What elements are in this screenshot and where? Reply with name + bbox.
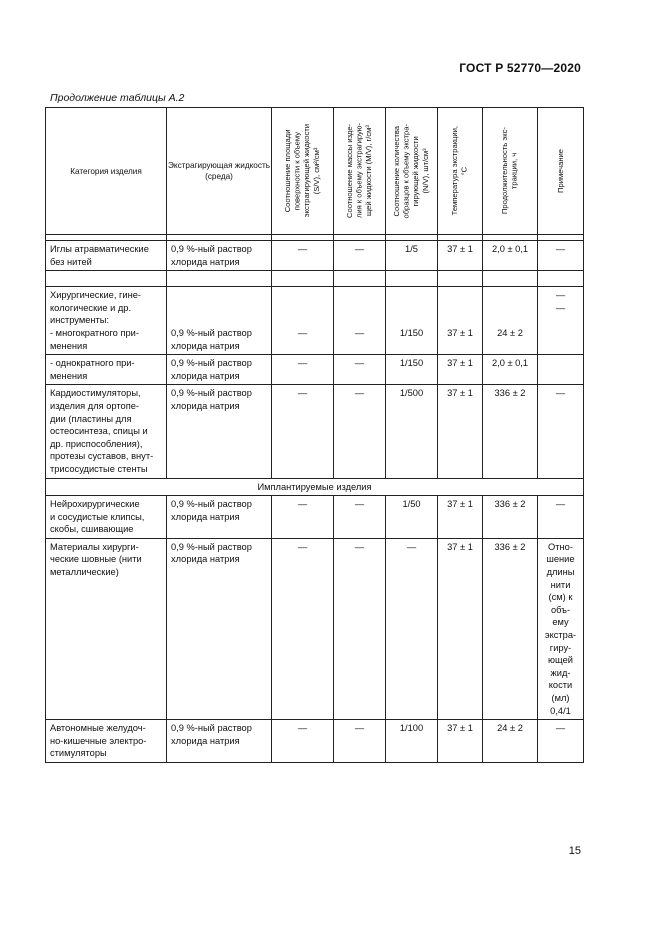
fluid-cell: 0,9 %-ный раствор хлорида натрия — [167, 241, 272, 271]
nv-cell: 1/150 — [386, 287, 438, 355]
temperature-cell: 37 ± 1 — [438, 720, 483, 763]
table-header-row — [46, 108, 584, 235]
table-row — [46, 538, 584, 719]
table-row — [46, 496, 584, 539]
header-temperature: Температура экстракции, °С — [438, 108, 483, 235]
temperature-cell: 37 ± 1 — [438, 538, 483, 719]
header-mv: Соотношение массы изде- лия к объему экстрагирую- щей жидкости (M/V), г/см³ — [334, 108, 386, 235]
note-cell: — — [538, 496, 584, 539]
category-cell: - однократного при- менения — [46, 355, 167, 385]
table-row — [46, 241, 584, 271]
mv-cell: — — [334, 496, 386, 539]
nv-cell: — — [386, 538, 438, 719]
header-fluid: Экстрагирующая жидкость (среда) — [167, 108, 272, 235]
mv-cell: — — [334, 287, 386, 355]
table-row — [46, 355, 584, 385]
fluid-cell: 0,9 %-ный раствор хлорида натрия — [167, 287, 272, 355]
note-cell: — — [538, 385, 584, 478]
temperature-cell: 37 ± 1 — [438, 385, 483, 478]
header-category: Категория изделия — [46, 108, 167, 235]
sv-cell: — — [272, 720, 334, 763]
sv-cell: — — [272, 287, 334, 355]
header-note: Примечание — [538, 108, 584, 235]
category-cell: Нейрохирургические и сосудистые клипсы, скобы, сшивающие — [46, 496, 167, 539]
note-cell: — — [538, 241, 584, 271]
note-cell — [538, 355, 584, 385]
nv-cell: 1/150 — [386, 355, 438, 385]
temperature-cell: 37 ± 1 — [438, 496, 483, 539]
temperature-cell: 37 ± 1 — [438, 287, 483, 355]
sv-cell: — — [272, 355, 334, 385]
duration-cell: 24 ± 2 — [483, 287, 538, 355]
sv-cell: — — [272, 385, 334, 478]
mv-cell: — — [334, 241, 386, 271]
header-duration: Продолжительность экс- тракции, ч — [483, 108, 538, 235]
category-cell: Хирургические, гине- кологические и др. инструменты: - многократного при- менения — [46, 287, 167, 355]
mv-cell: — — [334, 385, 386, 478]
duration-cell: 336 ± 2 — [483, 538, 538, 719]
sv-cell: — — [272, 496, 334, 539]
nv-cell: 1/50 — [386, 496, 438, 539]
temperature-cell: 37 ± 1 — [438, 355, 483, 385]
temperature-cell: 37 ± 1 — [438, 241, 483, 271]
note-cell: — — [538, 720, 584, 763]
nv-cell: 1/5 — [386, 241, 438, 271]
header-nv: Соотношение количества образцов к объему экстра- гирующей жидкости (N/V), шт/см³ — [386, 108, 438, 235]
fluid-cell: 0,9 %-ный раствор хлорида натрия — [167, 720, 272, 763]
mv-cell: — — [334, 355, 386, 385]
nv-cell: 1/500 — [386, 385, 438, 478]
page-number: 15 — [568, 845, 581, 857]
category-cell: Материалы хирурги- ческие шовные (нити металлические) — [46, 538, 167, 719]
note-cell: Отно- шение длины нити (см) к объ- ему экстра- гиру- ющей жид- кости (мл) 0,4/1 — [538, 538, 584, 719]
duration-cell: 336 ± 2 — [483, 496, 538, 539]
sv-cell: — — [272, 241, 334, 271]
duration-cell: 336 ± 2 — [483, 385, 538, 478]
category-cell: Кардиостимуляторы, изделия для ортопе- дии (пластины для остеосинтеза, спицы и др. приспособления), протезы суставов, внут- трисосудистые стенты — [46, 385, 167, 478]
document-code: ГОСТ Р 52770—2020 — [459, 61, 581, 75]
table-caption: Продолжение таблицы А.2 — [50, 92, 185, 104]
spacer-row — [46, 271, 584, 287]
extraction-table — [45, 107, 584, 763]
mv-cell: — — [334, 720, 386, 763]
note-cell: — — — [538, 287, 584, 355]
nv-cell: 1/100 — [386, 720, 438, 763]
sv-cell: — — [272, 538, 334, 719]
table-row — [46, 287, 584, 355]
category-cell: Автономные желудоч- но-кишечные электро- стимуляторы — [46, 720, 167, 763]
mv-cell: — — [334, 538, 386, 719]
duration-cell: 2,0 ± 0,1 — [483, 241, 538, 271]
duration-cell: 24 ± 2 — [483, 720, 538, 763]
table-row — [46, 385, 584, 478]
duration-cell: 2,0 ± 0,1 — [483, 355, 538, 385]
fluid-cell: 0,9 %-ный раствор хлорида натрия — [167, 538, 272, 719]
table-row — [46, 720, 584, 763]
fluid-cell: 0,9 %-ный раствор хлорида натрия — [167, 496, 272, 539]
section-row — [46, 478, 584, 496]
header-sv: Соотношение площади поверхности к объему экстрагирующей жидкости (S/V), см²/см³ — [272, 108, 334, 235]
fluid-cell: 0,9 %-ный раствор хлорида натрия — [167, 385, 272, 478]
category-cell: Иглы атравматические без нитей — [46, 241, 167, 271]
section-title: Имплантируемые изделия — [46, 478, 584, 496]
fluid-cell: 0,9 %-ный раствор хлорида натрия — [167, 355, 272, 385]
